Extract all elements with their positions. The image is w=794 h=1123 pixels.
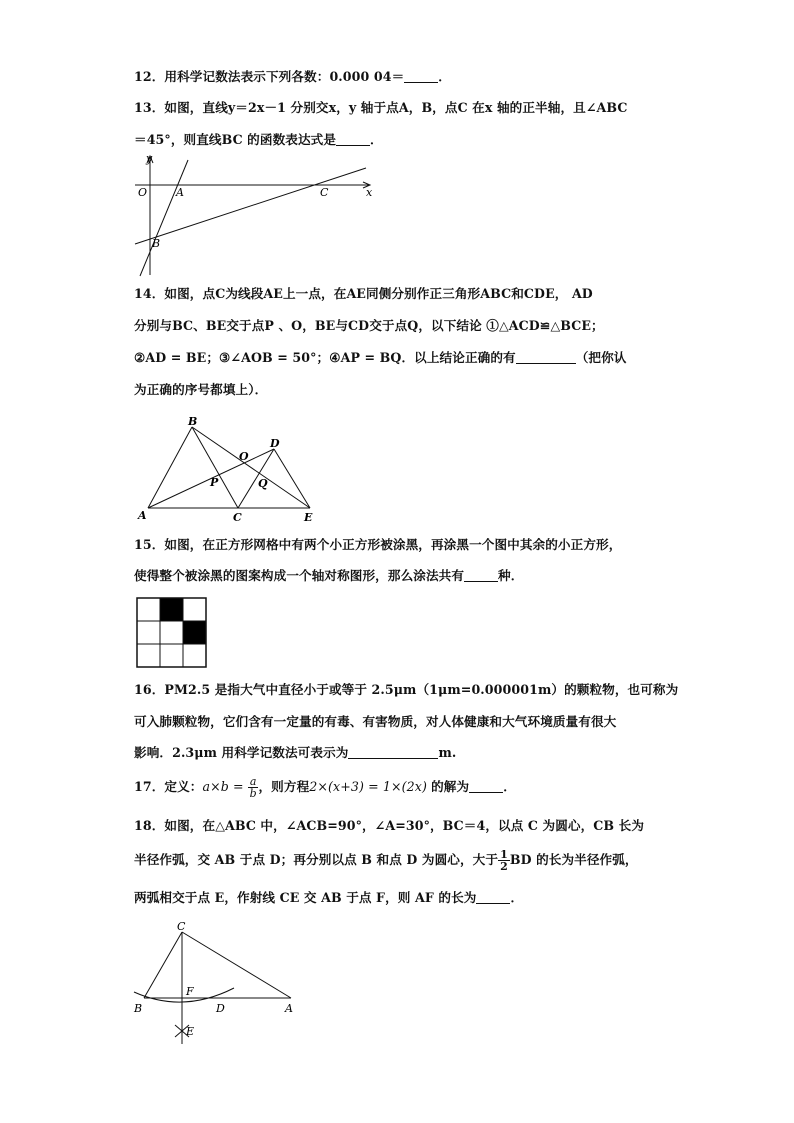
fraction-a-over-b: $\frac{a}{b}$: [249, 775, 257, 800]
label-c: C: [177, 920, 186, 933]
grid-cell-filled: [183, 621, 206, 644]
label-p: P: [210, 476, 219, 489]
label-o: O: [239, 450, 249, 463]
question-15-line-2: 使得整个被涂黑的图案构成一个轴对称图形，那么涂法共有 种．: [134, 568, 524, 583]
grid-cell-filled: [160, 598, 183, 621]
answer-blank[interactable]: [348, 746, 438, 759]
label-f: F: [186, 985, 194, 998]
question-15-line-1: 15．如图，在正方形网格中有两个小正方形被涂黑，再涂黑一个图中其余的小正方形，: [134, 537, 622, 552]
question-14-line-1: 14．如图，点C为线段AE上一点，在AE同侧分别作正三角形ABC和CDE， AD: [134, 286, 593, 301]
grid-cell-empty: [183, 598, 206, 621]
label-c: C: [233, 511, 242, 524]
question-18-line-2: 半径作弧，交 AB 于点 D；再分别以点 B 和点 D 为圆心，大于 $\frac{1}{2}$ BD 的长为半径作弧，: [134, 848, 638, 873]
question-13-line-2: ＝45°，则直线BC 的函数表达式是 ．: [134, 132, 383, 147]
question-16-line-3: 影响．2.3μm 用科学记数法可表示为 m.: [134, 745, 457, 760]
question-18-line-1: 18．如图，在△ABC 中，∠ACB=90°，∠A=30°，BC＝4，以点 C 为圆心，CB 长为: [134, 818, 645, 833]
question-17: 17．定义：a×b = $\frac{a}{b}$ ，则方程2×(x+3) = 1×(2x) 的解为 ．: [134, 775, 516, 800]
answer-blank[interactable]: [404, 70, 438, 83]
fraction-one-half: $\frac{1}{2}$: [500, 848, 508, 873]
figure-q15-grid: [136, 597, 208, 669]
grid-cell-empty: [137, 598, 160, 621]
segment-be: [192, 427, 310, 508]
segment-bc: [144, 932, 182, 998]
question-16-line-1: 16．PM2.5 是指大气中直径小于或等于 2.5μm（1μm=0.000001m）的颗粒物，也可称为: [134, 682, 679, 697]
label-e: E: [304, 511, 313, 524]
grid-cell-empty: [160, 644, 183, 667]
answer-blank[interactable]: [464, 569, 498, 582]
label-e: E: [186, 1025, 195, 1038]
label-o: O: [138, 186, 148, 199]
question-14-line-4: 为正确的序号都填上）．: [134, 382, 268, 397]
label-x: x: [366, 186, 373, 199]
label-a: A: [285, 1002, 293, 1015]
answer-blank[interactable]: [336, 133, 370, 146]
segment-bc: [192, 427, 238, 508]
label-c: C: [320, 186, 329, 199]
grid-cell-empty: [183, 644, 206, 667]
line-ab: [140, 160, 188, 276]
segment-de: [274, 449, 310, 508]
question-12-text: 12．用科学记数法表示下列各数：0.000 04＝: [134, 69, 405, 84]
segment-ab: [148, 427, 192, 508]
equation: 2×(x+3) = 1×(2x): [309, 779, 427, 794]
label-b: B: [152, 237, 161, 250]
grid-cell-empty: [137, 644, 160, 667]
line-bc: [135, 168, 366, 244]
question-16-line-2: 可入肺颗粒物，它们含有一定量的有毒、有害物质，对人体健康和大气环境质量有很大: [134, 714, 617, 729]
answer-blank[interactable]: [516, 351, 576, 364]
question-13-line-1: 13．如图，直线y＝2x－1 分别交x，y 轴于点A，B，点C 在x 轴的正半轴，且∠ABC: [134, 100, 628, 115]
label-a: A: [138, 509, 147, 522]
label-y: y: [146, 152, 153, 165]
grid-cell-empty: [160, 621, 183, 644]
label-b: B: [188, 415, 198, 428]
label-a: A: [176, 186, 184, 199]
figure-q14: [136, 415, 326, 525]
figure-q18: [128, 918, 308, 1050]
label-d: D: [270, 437, 280, 450]
question-14-line-2: 分别与BC、BE交于点P 、O，BE与CD交于点Q，以下结论 ①△ACD≌△BCE；: [134, 318, 604, 333]
label-b: B: [134, 1002, 143, 1015]
label-d: D: [216, 1002, 225, 1015]
answer-blank[interactable]: [476, 891, 510, 904]
segment-ca: [182, 932, 291, 998]
answer-blank[interactable]: [469, 780, 503, 793]
label-q: Q: [258, 477, 268, 490]
question-18-line-3: 两弧相交于点 E，作射线 CE 交 AB 于点 F，则 AF 的长为 ．: [134, 890, 524, 905]
figure-q13: [130, 150, 380, 280]
grid-cell-empty: [137, 621, 160, 644]
question-12: 12．用科学记数法表示下列各数：0.000 04＝ ．: [134, 69, 451, 84]
question-14-line-3: ②AD = BE；③∠AOB = 50°；④AP = BQ．以上结论正确的有 （把你认: [134, 350, 627, 365]
